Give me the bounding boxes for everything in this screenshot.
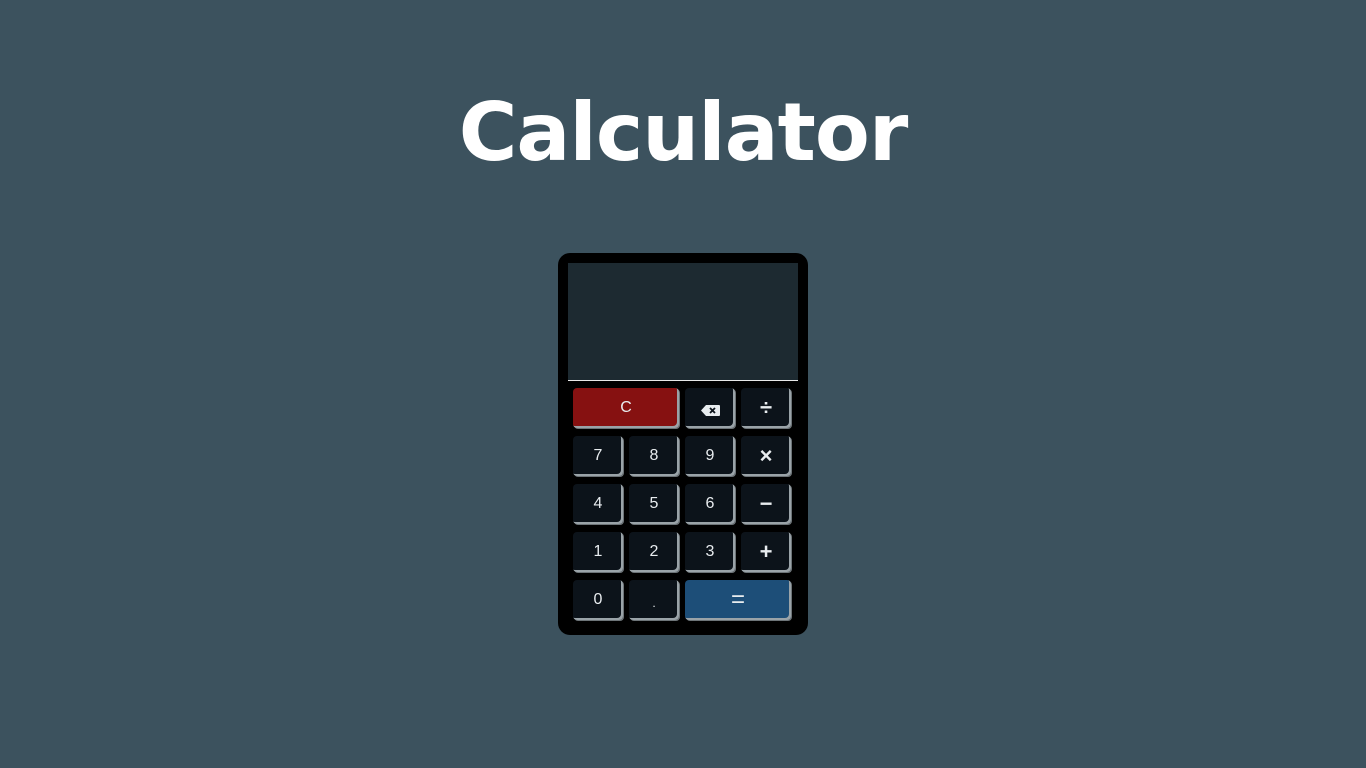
backspace-button[interactable] <box>685 388 735 428</box>
backspace-icon <box>701 403 720 414</box>
clear-button[interactable]: C <box>573 388 679 428</box>
decimal-button[interactable]: . <box>629 580 679 620</box>
multiply-button[interactable]: × <box>741 436 791 476</box>
digit-9-button[interactable]: 9 <box>685 436 735 476</box>
digit-2-button[interactable]: 2 <box>629 532 679 572</box>
divide-button[interactable]: ÷ <box>741 388 791 428</box>
calculator <box>558 253 808 635</box>
digit-4-button[interactable]: 4 <box>573 484 623 524</box>
digit-6-button[interactable]: 6 <box>685 484 735 524</box>
subtract-button[interactable]: − <box>741 484 791 524</box>
calculator-display <box>568 263 798 381</box>
digit-3-button[interactable]: 3 <box>685 532 735 572</box>
page-title: Calculator <box>458 86 908 179</box>
digit-1-button[interactable]: 1 <box>573 532 623 572</box>
digit-8-button[interactable]: 8 <box>629 436 679 476</box>
digit-7-button[interactable]: 7 <box>573 436 623 476</box>
add-button[interactable]: + <box>741 532 791 572</box>
equals-button[interactable]: = <box>685 580 791 620</box>
digit-0-button[interactable]: 0 <box>573 580 623 620</box>
digit-5-button[interactable]: 5 <box>629 484 679 524</box>
